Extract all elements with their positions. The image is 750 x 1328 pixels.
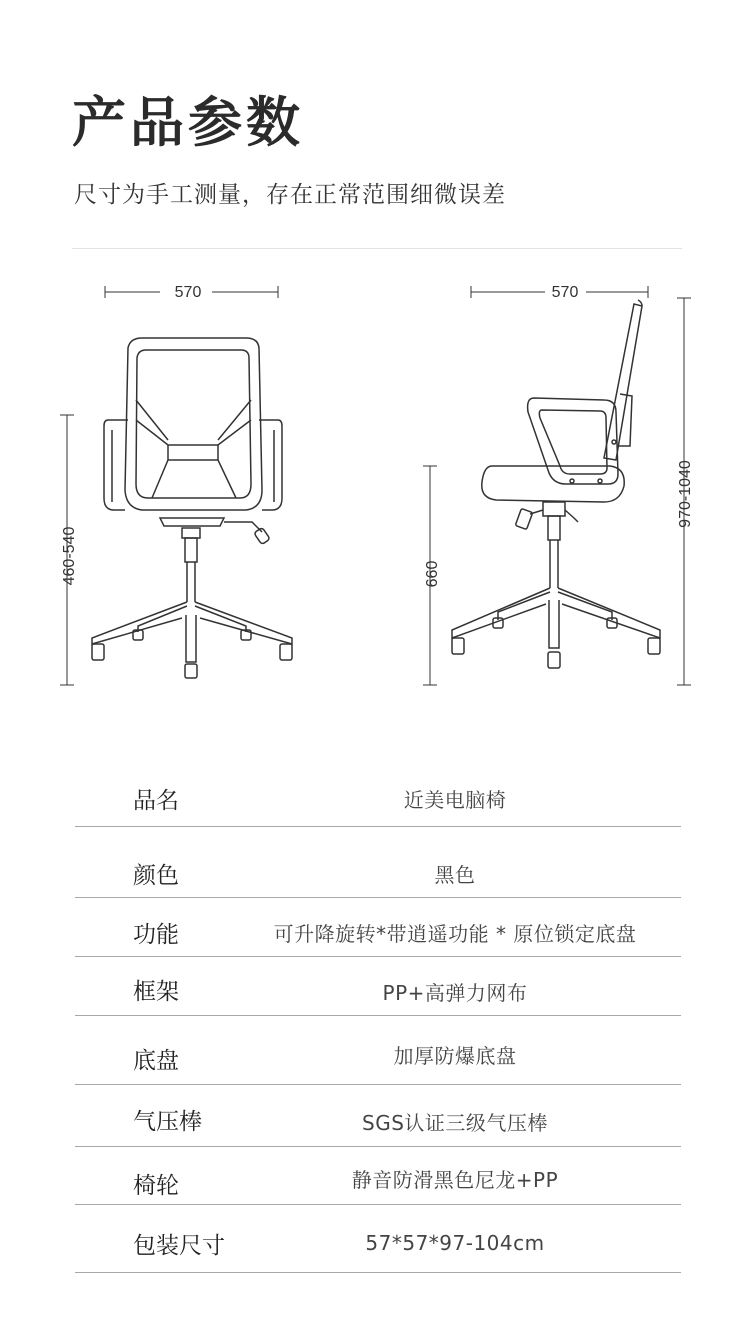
spec-row — [75, 957, 681, 1016]
spec-label: 框架 — [133, 979, 179, 1005]
chair-front-view — [92, 338, 292, 678]
total-height-label: 970-1040 — [677, 460, 694, 528]
spec-label: 气压棒 — [133, 1109, 202, 1135]
measurement-note: 尺寸为手工测量，存在正常范围细微误差 — [74, 182, 506, 208]
spec-value: 近美电脑椅 — [403, 788, 507, 812]
spec-row — [75, 827, 681, 898]
spec-value: 静音防滑黑色尼龙+PP — [351, 1168, 559, 1192]
spec-value: PP+高弹力网布 — [382, 981, 528, 1005]
page-title: 产品参数 — [72, 91, 304, 154]
spec-label: 颜色 — [133, 863, 179, 889]
spec-label: 包装尺寸 — [133, 1233, 225, 1259]
spec-value: 57*57*97-104cm — [365, 1231, 545, 1255]
header-divider — [72, 248, 682, 249]
side-height-label: 660 — [424, 560, 441, 588]
spec-label: 功能 — [133, 922, 179, 948]
seat-height-label: 460-540 — [61, 526, 78, 586]
front-width-label: 570 — [174, 284, 202, 301]
spec-value: 加厚防爆底盘 — [393, 1044, 517, 1068]
spec-row — [75, 770, 681, 827]
spec-row — [75, 1205, 681, 1273]
chair-side-view — [452, 300, 660, 668]
spec-row — [75, 1016, 681, 1085]
spec-row — [75, 1147, 681, 1205]
chair-dimension-drawing — [0, 270, 750, 700]
spec-value: 可升降旋转*带逍遥功能 * 原位锁定底盘 — [273, 922, 637, 946]
spec-value: SGS认证三级气压棒 — [362, 1111, 548, 1135]
spec-label: 底盘 — [133, 1048, 179, 1074]
spec-label: 品名 — [133, 788, 179, 814]
spec-value: 黑色 — [434, 863, 476, 887]
spec-row — [75, 898, 681, 957]
spec-label: 椅轮 — [133, 1173, 179, 1199]
side-width-label: 570 — [551, 284, 579, 301]
spec-row — [75, 1085, 681, 1147]
